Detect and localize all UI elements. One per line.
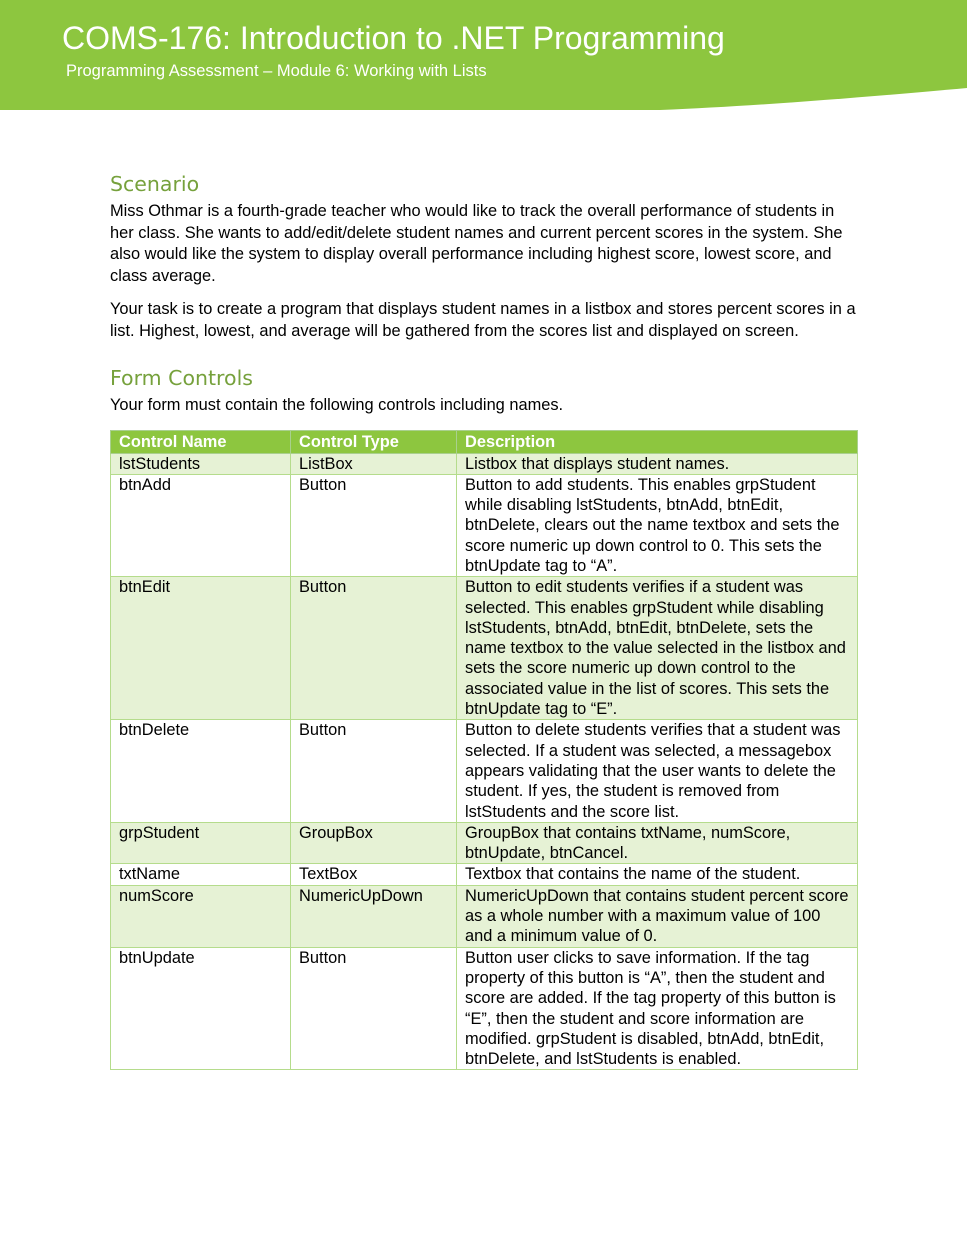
control-type-cell: NumericUpDown — [291, 885, 457, 947]
description-cell: Button to delete students verifies that a student was selected. If a student was selected, a messagebox appears validating that the user wants to delete the student. If yes, the student is removed from lstStudents and the score list. — [457, 720, 858, 822]
control-type-cell: GroupBox — [291, 822, 457, 864]
document-body — [110, 170, 862, 1070]
control-name-cell: btnEdit — [111, 577, 291, 720]
description-cell: Button to add students. This enables grpStudent while disabling lstStudents, btnAdd, btnEdit, btnDelete, clears out the name textbox and sets the score numeric up down control to 0. This sets the btnUpdate tag to “A”. — [457, 474, 858, 576]
description-cell: NumericUpDown that contains student percent score as a whole number with a maximum value of 100 and a minimum value of 0. — [457, 885, 858, 947]
scenario-paragraph-1: Miss Othmar is a fourth-grade teacher who would like to track the overall performance of students in her class. She wants to add/edit/delete student names and current percent scores in the system. She also would like the system to display overall performance including highest score, lowest score, and class average. — [110, 202, 843, 285]
table-row — [111, 822, 858, 864]
scenario-heading: Scenario — [110, 172, 200, 196]
description-cell: Listbox that displays student names. — [457, 453, 858, 474]
description-cell: Button user clicks to save information. If the tag property of this button is “A”, then the student and score are added. If the tag property of this button is “E”, then the student and score information are modified. grpStudent is disabled, btnAdd, btnEdit, btnDelete, and lstStudents is enabled. — [457, 947, 858, 1070]
column-header-control-type: Control Type — [291, 430, 457, 453]
scenario-paragraph-2: Your task is to create a program that displays student names in a listbox and stores percent scores in a list. Highest, lowest, and average will be gathered from the scores list and displayed on screen. — [110, 300, 856, 340]
control-type-cell: TextBox — [291, 864, 457, 885]
document-subtitle: Programming Assessment – Module 6: Working with Lists — [66, 62, 487, 80]
control-name-cell: btnDelete — [111, 720, 291, 822]
table-row — [111, 947, 858, 1070]
control-name-cell: btnUpdate — [111, 947, 291, 1070]
description-cell: GroupBox that contains txtName, numScore, btnUpdate, btnCancel. — [457, 822, 858, 864]
table-row — [111, 577, 858, 720]
column-header-control-name: Control Name — [111, 430, 291, 453]
description-cell: Button to edit students verifies if a student was selected. This enables grpStudent while disabling lstStudents, btnAdd, btnEdit, btnDelete, sets the name textbox to the value selected in the listbox and sets the score numeric up down control to the associated value in the list of scores. This sets the btnUpdate tag to “E”. — [457, 577, 858, 720]
column-header-description: Description — [457, 430, 858, 453]
controls-table — [110, 430, 858, 1071]
form-controls-intro: Your form must contain the following controls including names. — [110, 396, 564, 414]
table-row — [111, 864, 858, 885]
control-name-cell: btnAdd — [111, 474, 291, 576]
table-row — [111, 720, 858, 822]
control-name-cell: lstStudents — [111, 453, 291, 474]
control-type-cell: Button — [291, 720, 457, 822]
control-type-cell: ListBox — [291, 453, 457, 474]
control-type-cell: Button — [291, 577, 457, 720]
document-title: COMS-176: Introduction to .NET Programming — [62, 20, 725, 56]
table-row — [111, 474, 858, 576]
form-controls-heading: Form Controls — [110, 366, 253, 390]
description-cell: Textbox that contains the name of the student. — [457, 864, 858, 885]
control-name-cell: numScore — [111, 885, 291, 947]
table-row — [111, 453, 858, 474]
control-type-cell: Button — [291, 474, 457, 576]
control-name-cell: txtName — [111, 864, 291, 885]
control-name-cell: grpStudent — [111, 822, 291, 864]
table-header-row — [111, 430, 858, 453]
control-type-cell: Button — [291, 947, 457, 1070]
table-row — [111, 885, 858, 947]
